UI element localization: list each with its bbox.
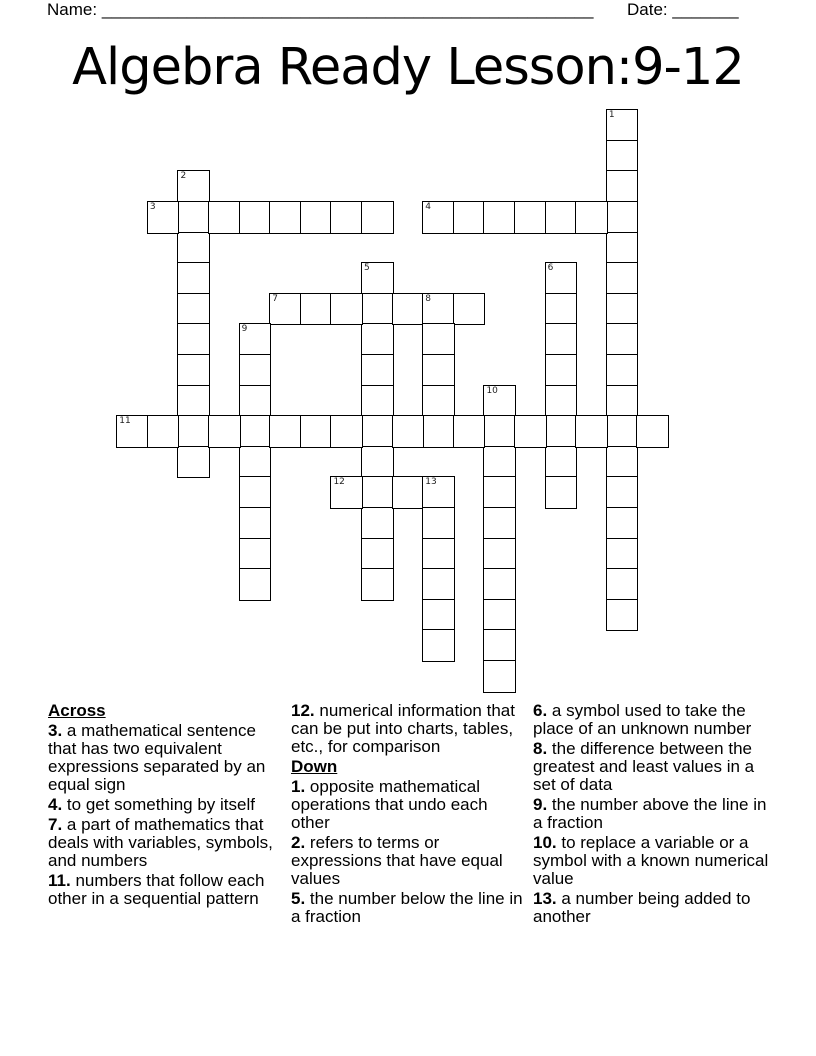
crossword-cell[interactable] bbox=[177, 354, 210, 387]
crossword-cell[interactable] bbox=[422, 323, 455, 356]
crossword-cell[interactable] bbox=[606, 232, 639, 265]
crossword-cell[interactable] bbox=[361, 293, 394, 326]
crossword-cell[interactable] bbox=[606, 446, 639, 479]
crossword-cell[interactable] bbox=[239, 323, 272, 356]
clue-down-6 bbox=[533, 702, 773, 738]
crossword-cell[interactable] bbox=[208, 201, 241, 234]
clue-text: a mathematical sentence that has two equivalent expressions separated by an equal sign bbox=[48, 721, 266, 794]
crossword-cell[interactable] bbox=[606, 599, 639, 632]
clue-number: 5. bbox=[291, 889, 306, 908]
clue-text: the number above the line in a fraction bbox=[533, 795, 767, 832]
crossword-cell[interactable] bbox=[177, 446, 210, 479]
crossword-cell[interactable] bbox=[545, 476, 578, 509]
crossword-cell[interactable] bbox=[606, 323, 639, 356]
crossword-cell[interactable] bbox=[300, 293, 333, 326]
crossword-cell[interactable] bbox=[606, 354, 639, 387]
crossword-cell[interactable] bbox=[422, 201, 455, 234]
clue-down-2 bbox=[291, 834, 526, 888]
cell-number: 7 bbox=[272, 293, 278, 304]
crossword-cell[interactable] bbox=[606, 415, 639, 448]
crossword-cell[interactable] bbox=[269, 293, 302, 326]
crossword-cell[interactable] bbox=[330, 415, 363, 448]
cell-number: 11 bbox=[119, 416, 131, 427]
clue-across-12 bbox=[291, 702, 526, 756]
crossword-cell[interactable] bbox=[606, 568, 639, 601]
crossword-cell[interactable] bbox=[422, 568, 455, 601]
clue-text: to replace a variable or a symbol with a known numerical value bbox=[533, 833, 769, 888]
crossword-cell[interactable] bbox=[239, 354, 272, 387]
crossword-cell[interactable] bbox=[545, 415, 578, 448]
clue-number: 13. bbox=[533, 889, 557, 908]
cell-number: 2 bbox=[180, 171, 187, 182]
clue-number: 7. bbox=[48, 815, 63, 834]
crossword-cell[interactable] bbox=[483, 599, 516, 632]
crossword-cell[interactable] bbox=[361, 415, 394, 448]
clue-text: the number below the line in a fraction bbox=[291, 889, 523, 926]
cell-number: 12 bbox=[333, 477, 345, 488]
crossword-cell[interactable] bbox=[177, 323, 210, 356]
crossword-cell[interactable] bbox=[239, 201, 272, 234]
clue-across-3 bbox=[48, 722, 288, 794]
crossword-cell[interactable] bbox=[606, 385, 639, 418]
crossword-cell[interactable] bbox=[422, 629, 455, 662]
clue-number: 6. bbox=[533, 701, 548, 720]
cell-number: 13 bbox=[425, 477, 437, 488]
crossword-cell[interactable] bbox=[361, 446, 394, 479]
cell-number: 5 bbox=[364, 263, 370, 274]
crossword-cell[interactable] bbox=[575, 201, 608, 234]
crossword-cell[interactable] bbox=[361, 262, 394, 295]
crossword-cell[interactable] bbox=[483, 201, 516, 234]
crossword-cell[interactable] bbox=[545, 262, 578, 295]
clue-down-5 bbox=[291, 890, 526, 926]
crossword-cell[interactable] bbox=[269, 201, 302, 234]
clue-number: 4. bbox=[48, 795, 63, 814]
clue-text: a part of mathematics that deals with variables, symbols, and numbers bbox=[48, 815, 273, 870]
crossword-cell[interactable] bbox=[453, 201, 486, 234]
crossword-cell[interactable] bbox=[116, 415, 149, 448]
crossword-cell[interactable] bbox=[422, 293, 455, 326]
date-field[interactable] bbox=[627, 0, 739, 20]
crossword-cell[interactable] bbox=[361, 507, 394, 540]
crossword-cell[interactable] bbox=[177, 293, 210, 326]
crossword-cell[interactable] bbox=[422, 385, 455, 418]
crossword-cell[interactable] bbox=[606, 538, 639, 571]
crossword-cell[interactable] bbox=[208, 415, 241, 448]
cell-number: 10 bbox=[486, 385, 498, 396]
cell-number: 8 bbox=[425, 293, 431, 304]
clue-number: 11. bbox=[48, 871, 71, 890]
crossword-cell[interactable] bbox=[606, 507, 639, 540]
clue-number: 12. bbox=[291, 701, 315, 720]
crossword-cell[interactable] bbox=[483, 629, 516, 662]
cell-number: 4 bbox=[425, 202, 431, 213]
crossword-cell[interactable] bbox=[392, 415, 425, 448]
crossword-cell[interactable] bbox=[177, 415, 210, 448]
name-label: Name: bbox=[47, 0, 98, 19]
clue-down-10 bbox=[533, 834, 773, 888]
crossword-cell[interactable] bbox=[239, 385, 272, 418]
clue-number: 9. bbox=[533, 795, 548, 814]
crossword-cell[interactable] bbox=[545, 293, 578, 326]
crossword-cell[interactable] bbox=[545, 201, 578, 234]
clue-text: opposite mathematical operations that undo each other bbox=[291, 777, 488, 832]
crossword-cell[interactable] bbox=[239, 538, 272, 571]
cell-number: 3 bbox=[149, 202, 156, 213]
crossword-cell[interactable] bbox=[575, 415, 608, 448]
clue-text: to get something by itself bbox=[66, 795, 255, 814]
crossword-cell[interactable] bbox=[606, 293, 639, 326]
crossword-cell[interactable] bbox=[392, 293, 425, 326]
crossword-cell[interactable] bbox=[606, 109, 639, 142]
crossword-cell[interactable] bbox=[453, 293, 486, 326]
crossword-cell[interactable] bbox=[483, 660, 516, 693]
date-blank[interactable]: _______ bbox=[672, 0, 739, 19]
crossword-cell[interactable] bbox=[545, 354, 578, 387]
clue-text: the difference between the greatest and least values in a set of data bbox=[533, 739, 755, 794]
clue-text: numerical information that can be put into charts, tables, etc., for comparison bbox=[291, 701, 515, 756]
crossword-cell[interactable] bbox=[330, 476, 363, 509]
crossword-cell[interactable] bbox=[239, 446, 272, 479]
clue-down-1 bbox=[291, 778, 526, 832]
crossword-cell[interactable] bbox=[177, 232, 210, 265]
cell-number: 9 bbox=[241, 324, 248, 335]
crossword-cell[interactable] bbox=[147, 201, 180, 234]
crossword-cell[interactable] bbox=[300, 415, 333, 448]
clue-down-9 bbox=[533, 796, 773, 832]
crossword-cell[interactable] bbox=[330, 201, 363, 234]
crossword-cell[interactable] bbox=[239, 568, 272, 601]
crossword-cell[interactable] bbox=[177, 262, 210, 295]
clue-across-11 bbox=[48, 872, 288, 908]
clue-down-13 bbox=[533, 890, 773, 926]
crossword-cell[interactable] bbox=[422, 538, 455, 571]
crossword-cell[interactable] bbox=[483, 538, 516, 571]
name-field[interactable] bbox=[47, 0, 593, 20]
crossword-cell[interactable] bbox=[514, 201, 547, 234]
page-title: Algebra Ready Lesson:9-12 bbox=[72, 38, 744, 97]
clue-number: 2. bbox=[291, 833, 306, 852]
crossword-cell[interactable] bbox=[545, 446, 578, 479]
date-label: Date: bbox=[627, 0, 668, 19]
crossword-cell[interactable] bbox=[361, 568, 394, 601]
crossword-cell[interactable] bbox=[422, 476, 455, 509]
crossword-cell[interactable] bbox=[361, 201, 394, 234]
crossword-cell[interactable] bbox=[483, 446, 516, 479]
clue-text: a number being added to another bbox=[533, 889, 751, 926]
down-heading: Down bbox=[291, 757, 338, 776]
crossword-cell[interactable] bbox=[239, 476, 272, 509]
crossword-cell[interactable] bbox=[177, 201, 210, 234]
clue-number: 3. bbox=[48, 721, 63, 740]
clue-text: a symbol used to take the place of an unknown number bbox=[533, 701, 752, 738]
across-heading: Across bbox=[48, 701, 106, 720]
crossword-cell[interactable] bbox=[422, 354, 455, 387]
clue-text: refers to terms or expressions that have equal values bbox=[291, 833, 503, 888]
crossword-cell[interactable] bbox=[483, 415, 516, 448]
clue-down-8 bbox=[533, 740, 773, 794]
clue-column-2 bbox=[291, 702, 526, 928]
crossword-cell[interactable] bbox=[514, 415, 547, 448]
crossword-cell[interactable] bbox=[361, 323, 394, 356]
crossword-cell[interactable] bbox=[606, 201, 639, 234]
crossword-cell[interactable] bbox=[422, 507, 455, 540]
cell-number: 1 bbox=[608, 110, 615, 121]
crossword-cell[interactable] bbox=[269, 415, 302, 448]
crossword-cell[interactable] bbox=[361, 385, 394, 418]
clue-number: 8. bbox=[533, 739, 548, 758]
crossword-cell[interactable] bbox=[239, 507, 272, 540]
crossword-cell[interactable] bbox=[545, 385, 578, 418]
crossword-cell[interactable] bbox=[606, 140, 639, 173]
cell-number: 6 bbox=[547, 263, 554, 274]
crossword-cell[interactable] bbox=[483, 476, 516, 509]
crossword-cell[interactable] bbox=[361, 538, 394, 571]
crossword-cell[interactable] bbox=[147, 415, 180, 448]
crossword-cell[interactable] bbox=[636, 415, 669, 448]
crossword-cell[interactable] bbox=[330, 293, 363, 326]
crossword-cell[interactable] bbox=[177, 385, 210, 418]
name-blank[interactable]: ____________________________________________________ bbox=[101, 0, 594, 19]
crossword-cell[interactable] bbox=[606, 476, 639, 509]
crossword-cell[interactable] bbox=[483, 568, 516, 601]
crossword-cell[interactable] bbox=[300, 201, 333, 234]
crossword-cell[interactable] bbox=[239, 415, 272, 448]
crossword-cell[interactable] bbox=[453, 415, 486, 448]
crossword-cell[interactable] bbox=[392, 476, 425, 509]
crossword-cell[interactable] bbox=[545, 323, 578, 356]
crossword-cell[interactable] bbox=[483, 507, 516, 540]
clue-number: 1. bbox=[291, 777, 306, 796]
crossword-cell[interactable] bbox=[483, 385, 516, 418]
clue-number: 10. bbox=[533, 833, 557, 852]
crossword-cell[interactable] bbox=[361, 354, 394, 387]
crossword-cell[interactable] bbox=[177, 170, 210, 203]
crossword-cell[interactable] bbox=[361, 476, 394, 509]
crossword-cell[interactable] bbox=[422, 599, 455, 632]
crossword-cell[interactable] bbox=[606, 170, 639, 203]
crossword-cell[interactable] bbox=[422, 415, 455, 448]
clue-text: numbers that follow each other in a sequential pattern bbox=[48, 871, 265, 908]
clue-across-4 bbox=[48, 796, 288, 814]
clue-column-1 bbox=[48, 702, 288, 910]
clue-column-3 bbox=[533, 702, 773, 928]
crossword-cell[interactable] bbox=[606, 262, 639, 295]
clue-across-7 bbox=[48, 816, 288, 870]
